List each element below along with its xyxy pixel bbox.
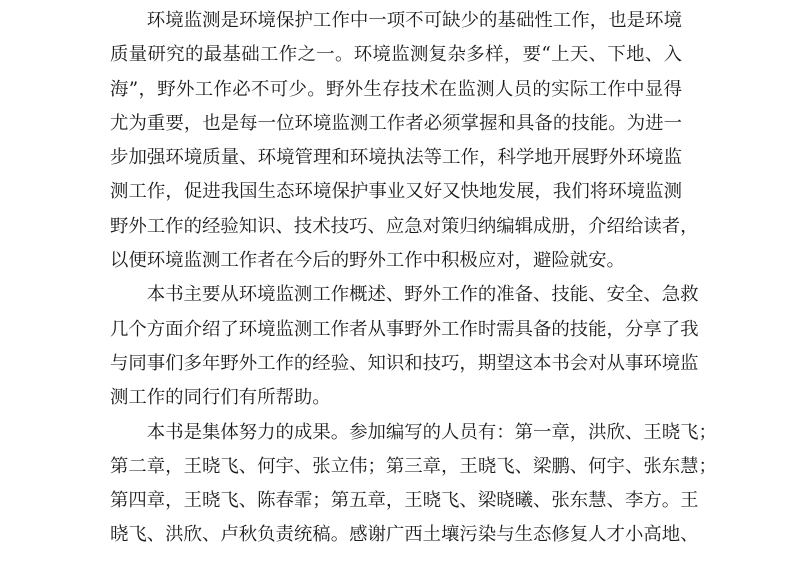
text-line: 第二章，王晓飞、何宇、张立伟；第三章，王晓飞、梁鹏、何宇、张东慧；: [110, 455, 717, 477]
text-line: 晓飞、洪欣、卢秋负责统稿。感谢广西土壤污染与生态修复人才小高地、: [110, 524, 699, 546]
text-line: 几个方面介绍了环境监测工作者从事野外工作时需具备的技能，分享了我: [110, 318, 699, 340]
text-line: 野外工作的经验知识、技术技巧、应急对策归纳编辑成册，介绍给读者，: [110, 215, 699, 237]
text-line: 海”，野外工作必不可少。野外生存技术在监测人员的实际工作中显得: [110, 78, 682, 100]
text-line: 本书主要从环境监测工作概述、野外工作的准备、技能、安全、急救: [146, 284, 699, 306]
paragraph-intro: [110, 4, 699, 278]
paragraph-scope: [110, 278, 699, 415]
text-line: 本书是集体努力的成果。参加编写的人员有：第一章，洪欣、王晓飞；: [146, 421, 717, 443]
text-line: 与同事们多年野外工作的经验、知识和技巧，期望这本书会对从事环境监: [110, 352, 699, 374]
text-line: 尤为重要，也是每一位环境监测工作者必须掌握和具备的技能。为进一: [110, 112, 682, 134]
text-line: 质量研究的最基础工作之一。环境监测复杂多样，要“上天、下地、入: [110, 44, 682, 66]
text-line: 环境监测是环境保护工作中一项不可缺少的基础性工作，也是环境: [146, 10, 682, 31]
text-line: 步加强环境质量、环境管理和环境执法等工作，科学地开展野外环境监: [110, 147, 682, 169]
text-line: 测工作，促进我国生态环境保护事业又好又快地发展，我们将环境监测: [110, 181, 682, 203]
paragraph-contributors: [110, 416, 717, 553]
text-line: 测工作的同行们有所帮助。: [110, 387, 331, 409]
text-line: 以便环境监测工作者在今后的野外工作中积极应对，避险就安。: [110, 250, 625, 272]
text-line: 第四章，王晓飞、陈春霏；第五章，王晓飞、梁晓曦、张东慧、李方。王: [110, 490, 699, 512]
body-text: [110, 4, 717, 553]
